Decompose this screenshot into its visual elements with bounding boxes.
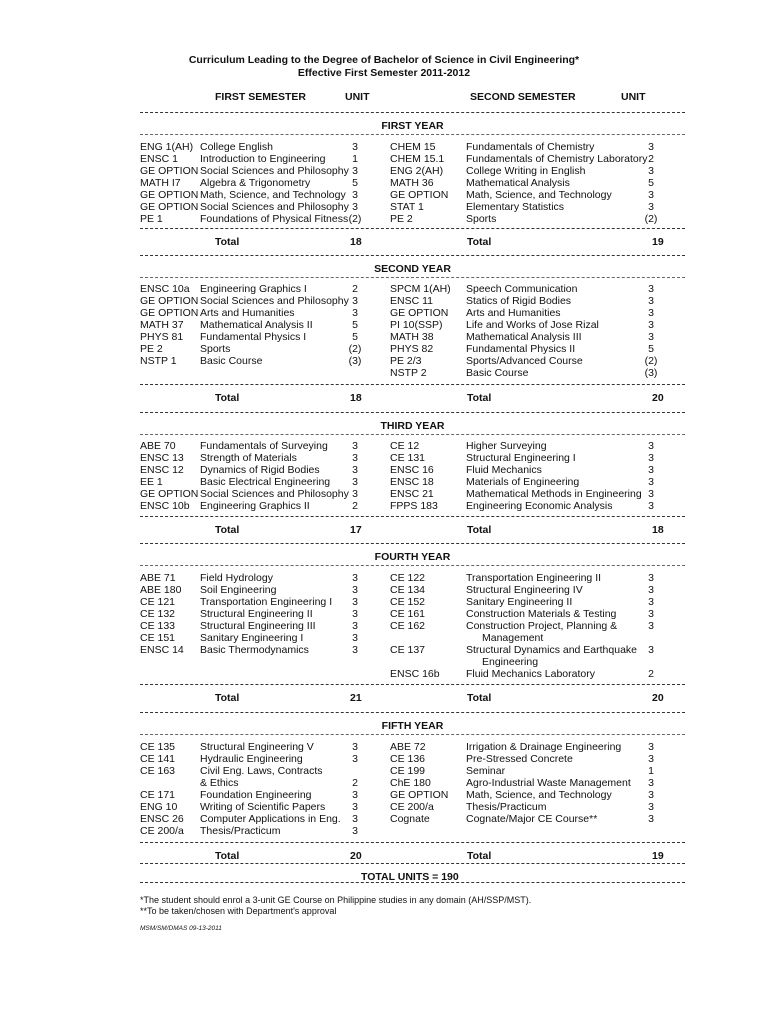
course-title: Basic Course [466, 367, 529, 379]
course-title: Pre-Stressed Concrete [466, 753, 573, 765]
divider [140, 277, 685, 278]
course-title: Basic Electrical Engineering [200, 476, 331, 488]
course-units: 3 [648, 165, 654, 177]
course-title: Statics of Rigid Bodies [466, 295, 572, 307]
divider [140, 228, 685, 229]
total-label-first: Total [215, 524, 240, 536]
course-code: CE 141 [140, 753, 176, 765]
course-title: Fundamental Physics I [200, 331, 307, 343]
total-label-first: Total [215, 236, 240, 248]
course-code: Cognate [390, 813, 430, 825]
course-code: NSTP 1 [140, 355, 177, 367]
course-units: 5 [352, 319, 358, 331]
course-code: ENSC 13 [140, 452, 184, 464]
course-title: Math, Science, and Technology [466, 789, 612, 801]
course-title: Elementary Statistics [466, 201, 565, 213]
course-title: Construction Materials & Testing [466, 608, 617, 620]
total-label-second: Total [467, 692, 492, 704]
course-units: 3 [648, 307, 654, 319]
course-code: CE 133 [140, 620, 176, 632]
course-units: (2) [644, 355, 658, 367]
course-title: Basic Course [200, 355, 263, 367]
year-label: THIRD YEAR [380, 420, 445, 432]
course-units: 3 [352, 307, 358, 319]
course-title: Field Hydrology [200, 572, 273, 584]
total-label-first: Total [215, 850, 240, 862]
course-units: 3 [352, 741, 358, 753]
course-title: Math, Science, and Technology [466, 189, 612, 201]
course-title: Fundamental Physics II [466, 343, 576, 355]
course-units: 3 [648, 608, 654, 620]
total-first: 18 [350, 392, 362, 404]
course-units: 3 [352, 825, 358, 837]
course-units: 3 [648, 283, 654, 295]
course-code: CE 200/a [390, 801, 434, 813]
divider [140, 255, 685, 256]
course-code: SPCM 1(AH) [390, 283, 451, 295]
total-second: 20 [652, 692, 664, 704]
course-title: Agro-Industrial Waste Management [466, 777, 631, 789]
divider [140, 434, 685, 435]
course-code: GE OPTION [390, 789, 449, 801]
course-units: 5 [352, 177, 358, 189]
footnote-2: **To be taken/chosen with Department's approval [140, 906, 337, 916]
course-title: Mathematical Analysis III [466, 331, 582, 343]
course-title: College Writing in English [466, 165, 586, 177]
divider [140, 565, 685, 566]
course-title: Sanitary Engineering II [466, 596, 573, 608]
course-code: GE OPTION [140, 165, 199, 177]
course-code: ABE 180 [140, 584, 182, 596]
course-units: 3 [648, 789, 654, 801]
course-title: Cognate/Major CE Course** [466, 813, 598, 825]
divider [140, 842, 685, 843]
course-title: Strength of Materials [200, 452, 297, 464]
course-units: 3 [648, 620, 654, 632]
course-code: ENSC 21 [390, 488, 434, 500]
course-title: Thesis/Practicum [466, 801, 547, 813]
course-code: PI 10(SSP) [390, 319, 443, 331]
course-code: CE 132 [140, 608, 176, 620]
course-code: ENSC 11 [390, 295, 433, 307]
course-code: GE OPTION [140, 295, 199, 307]
course-units: 3 [352, 584, 358, 596]
course-units: 5 [648, 343, 654, 355]
course-units: 3 [352, 201, 358, 213]
course-title: Engineering Graphics I [200, 283, 307, 295]
course-units: 3 [648, 295, 654, 307]
course-units: 3 [352, 440, 358, 452]
course-units: 3 [648, 488, 654, 500]
course-code: PE 2 [140, 343, 163, 355]
course-title: Fluid Mechanics [466, 464, 542, 476]
total-label-second: Total [467, 392, 492, 404]
course-title: Mathematical Analysis II [200, 319, 313, 331]
total-second: 19 [652, 236, 664, 248]
course-code: STAT 1 [390, 201, 424, 213]
course-code: CE 137 [390, 644, 426, 656]
course-code: ENSC 12 [140, 464, 184, 476]
course-code: ENSC 14 [140, 644, 184, 656]
course-title: Thesis/Practicum [200, 825, 281, 837]
course-code: PE 2/3 [390, 355, 422, 367]
year-label: FIRST YEAR [381, 120, 444, 132]
divider [140, 516, 685, 517]
course-title: Seminar [466, 765, 506, 777]
course-units: 1 [352, 153, 358, 165]
year-label: FOURTH YEAR [374, 551, 451, 563]
course-units: 3 [352, 753, 358, 765]
total-units: TOTAL UNITS = 190 [361, 871, 459, 883]
course-units: 3 [352, 141, 358, 153]
course-units: 3 [352, 488, 358, 500]
course-title: Structural Engineering II [200, 608, 313, 620]
year-label: SECOND YEAR [374, 263, 451, 275]
course-code: ABE 72 [390, 741, 426, 753]
course-units: 3 [648, 741, 654, 753]
total-second: 19 [652, 850, 664, 862]
course-units: 3 [648, 596, 654, 608]
course-units: 3 [648, 644, 654, 656]
course-title: Structural Engineering I [466, 452, 576, 464]
course-title: Fundamentals of Chemistry Laboratory [466, 153, 648, 165]
course-units: 3 [648, 753, 654, 765]
course-title: Soil Engineering [200, 584, 277, 596]
course-units: 3 [352, 476, 358, 488]
course-units: 3 [352, 596, 358, 608]
course-units: 3 [352, 572, 358, 584]
course-code: ENSC 16 [390, 464, 434, 476]
divider [140, 134, 685, 135]
course-code: ENSC 26 [140, 813, 184, 825]
header-second-semester: SECOND SEMESTER [470, 91, 576, 103]
total-second: 18 [652, 524, 664, 536]
course-units: 5 [352, 331, 358, 343]
total-label-first: Total [215, 392, 240, 404]
course-code: MATH 37 [140, 319, 184, 331]
course-code: ChE 180 [390, 777, 431, 789]
course-title: Foundations of Physical Fitness [200, 213, 349, 225]
course-title: Introduction to Engineering [200, 153, 326, 165]
course-code: ENSC 1 [140, 153, 178, 165]
course-code: ABE 71 [140, 572, 176, 584]
header-unit-2: UNIT [621, 91, 646, 103]
course-units: 2 [648, 153, 654, 165]
course-code: MATH I7 [140, 177, 181, 189]
course-code: ENSC 10b [140, 500, 190, 512]
course-units: 3 [648, 500, 654, 512]
course-units: 3 [648, 440, 654, 452]
course-title: Engineering Graphics II [200, 500, 310, 512]
course-units: 3 [648, 141, 654, 153]
course-code: CE 135 [140, 741, 176, 753]
course-units: 3 [648, 189, 654, 201]
course-units: 3 [352, 813, 358, 825]
header-first-semester: FIRST SEMESTER [215, 91, 307, 103]
course-title: Algebra & Trigonometry [200, 177, 311, 189]
course-units: 3 [648, 813, 654, 825]
course-title: Writing of Scientific Papers [200, 801, 326, 813]
course-code: CE 12 [390, 440, 420, 452]
course-units: 3 [648, 452, 654, 464]
document-code: MSM/SM/DMAS 09-13-2011 [140, 925, 222, 932]
course-title: Engineering Economic Analysis [466, 500, 613, 512]
course-units: 1 [648, 765, 654, 777]
course-code: CE 136 [390, 753, 426, 765]
total-first: 18 [350, 236, 362, 248]
course-units: 3 [648, 572, 654, 584]
course-title: Sports [466, 213, 497, 225]
course-units: (3) [644, 367, 658, 379]
course-units: 3 [648, 319, 654, 331]
footnote-1: *The student should enrol a 3-unit GE Course on Philippine studies in any domain (AH/SSP/MST). [140, 895, 532, 905]
divider [140, 712, 685, 713]
course-code: CE 161 [390, 608, 426, 620]
course-units: 3 [352, 452, 358, 464]
course-code: CE 163 [140, 765, 176, 777]
year-label: FIFTH YEAR [381, 720, 444, 732]
course-units: 3 [352, 165, 358, 177]
course-code: PE 1 [140, 213, 163, 225]
course-units: 3 [648, 801, 654, 813]
course-title: Sanitary Engineering I [200, 632, 304, 644]
course-units: 3 [352, 464, 358, 476]
course-code: ENG 10 [140, 801, 178, 813]
course-code: CE 199 [390, 765, 426, 777]
course-units: 5 [648, 177, 654, 189]
course-code: CHEM 15.1 [390, 153, 445, 165]
course-code: GE OPTION [140, 201, 199, 213]
course-code: ENSC 10a [140, 283, 190, 295]
course-title: Hydraulic Engineering [200, 753, 303, 765]
course-code: ENSC 18 [390, 476, 434, 488]
total-second: 20 [652, 392, 664, 404]
course-units: 2 [352, 500, 358, 512]
course-code: MATH 36 [390, 177, 434, 189]
course-code: PHYS 81 [140, 331, 184, 343]
course-units: 2 [352, 283, 358, 295]
course-code: CHEM 15 [390, 141, 436, 153]
course-title: Social Sciences and Philosophy [200, 295, 349, 307]
course-title: Fundamentals of Surveying [200, 440, 328, 452]
divider [140, 384, 685, 385]
total-first: 21 [350, 692, 362, 704]
course-units: 3 [648, 464, 654, 476]
course-code: CE 171 [140, 789, 176, 801]
course-code: CE 152 [390, 596, 426, 608]
course-units: 3 [352, 632, 358, 644]
course-units: 3 [352, 620, 358, 632]
course-units: (2) [348, 343, 362, 355]
course-code: CE 121 [140, 596, 176, 608]
course-units: 3 [352, 608, 358, 620]
course-title: Computer Applications in Eng. [200, 813, 341, 825]
course-units: 2 [352, 777, 358, 789]
document-subtitle: Effective First Semester 2011-2012 [297, 67, 471, 79]
course-code: GE OPTION [140, 307, 199, 319]
course-units: 3 [352, 801, 358, 813]
course-title: Structural Engineering III [200, 620, 316, 632]
course-units: 3 [352, 189, 358, 201]
course-code: MATH 38 [390, 331, 434, 343]
course-title: Engineering [482, 656, 539, 668]
course-title: & Ethics [200, 777, 239, 789]
divider [140, 734, 685, 735]
course-units: (2) [348, 213, 362, 225]
course-title: Sports/Advanced Course [466, 355, 583, 367]
divider [140, 412, 685, 413]
course-title: Structural Engineering V [200, 741, 314, 753]
course-units: 2 [648, 668, 654, 680]
course-code: ENSC 16b [390, 668, 440, 680]
course-code: FPPS 183 [390, 500, 438, 512]
course-code: GE OPTION [140, 488, 199, 500]
course-title: Fluid Mechanics Laboratory [466, 668, 595, 680]
course-units: (2) [644, 213, 658, 225]
course-units: 3 [648, 476, 654, 488]
course-title: Civil Eng. Laws, Contracts [200, 765, 323, 777]
divider [140, 863, 685, 864]
course-title: Structural Dynamics and Earthquake [466, 644, 637, 656]
course-title: Life and Works of Jose Rizal [466, 319, 599, 331]
divider [140, 543, 685, 544]
divider [140, 112, 685, 113]
course-title: Social Sciences and Philosophy [200, 488, 349, 500]
divider [140, 684, 685, 685]
course-title: Basic Thermodynamics [200, 644, 309, 656]
course-code: CE 131 [390, 452, 426, 464]
course-title: Speech Communication [466, 283, 578, 295]
course-title: Fundamentals of Chemistry [466, 141, 595, 153]
course-units: 3 [648, 777, 654, 789]
course-title: Arts and Humanities [200, 307, 295, 319]
total-label-second: Total [467, 850, 492, 862]
course-title: Construction Project, Planning & [466, 620, 618, 632]
course-title: Sports [200, 343, 231, 355]
course-code: ENG 2(AH) [390, 165, 444, 177]
course-code: GE OPTION [390, 307, 449, 319]
course-title: Mathematical Analysis [466, 177, 570, 189]
header-unit-1: UNIT [345, 91, 370, 103]
course-units: 3 [352, 644, 358, 656]
course-code: PE 2 [390, 213, 413, 225]
total-first: 17 [350, 524, 362, 536]
course-code: GE OPTION [140, 189, 199, 201]
course-title: Arts and Humanities [466, 307, 561, 319]
course-units: 3 [648, 201, 654, 213]
total-label-second: Total [467, 236, 492, 248]
course-code: CE 134 [390, 584, 426, 596]
course-units: 3 [352, 295, 358, 307]
course-code: CE 200/a [140, 825, 184, 837]
document-title: Curriculum Leading to the Degree of Bachelor of Science in Civil Engineering* [188, 54, 580, 66]
course-units: (3) [348, 355, 362, 367]
total-label-second: Total [467, 524, 492, 536]
course-code: GE OPTION [390, 189, 449, 201]
course-code: CE 151 [140, 632, 176, 644]
course-units: 3 [648, 584, 654, 596]
course-units: 3 [352, 789, 358, 801]
course-title: Social Sciences and Philosophy [200, 165, 349, 177]
course-title: Materials of Engineering [466, 476, 580, 488]
course-code: PHYS 82 [390, 343, 434, 355]
course-units: 3 [648, 331, 654, 343]
course-title: Mathematical Methods in Engineering [466, 488, 642, 500]
course-code: ABE 70 [140, 440, 176, 452]
course-title: Social Sciences and Philosophy [200, 201, 349, 213]
course-code: EE 1 [140, 476, 163, 488]
course-title: Structural Engineering IV [466, 584, 583, 596]
course-title: Transportation Engineering I [200, 596, 333, 608]
course-code: ENG 1(AH) [140, 141, 194, 153]
course-title: Dynamics of Rigid Bodies [200, 464, 320, 476]
course-title: Foundation Engineering [200, 789, 312, 801]
course-code: CE 122 [390, 572, 426, 584]
course-title: Management [482, 632, 544, 644]
total-first: 20 [350, 850, 362, 862]
course-title: Higher Surveying [466, 440, 547, 452]
course-title: Transportation Engineering II [466, 572, 602, 584]
course-title: College English [200, 141, 273, 153]
course-code: CE 162 [390, 620, 426, 632]
course-code: NSTP 2 [390, 367, 427, 379]
total-label-first: Total [215, 692, 240, 704]
course-title: Math, Science, and Technology [200, 189, 346, 201]
course-title: Irrigation & Drainage Engineering [466, 741, 622, 753]
